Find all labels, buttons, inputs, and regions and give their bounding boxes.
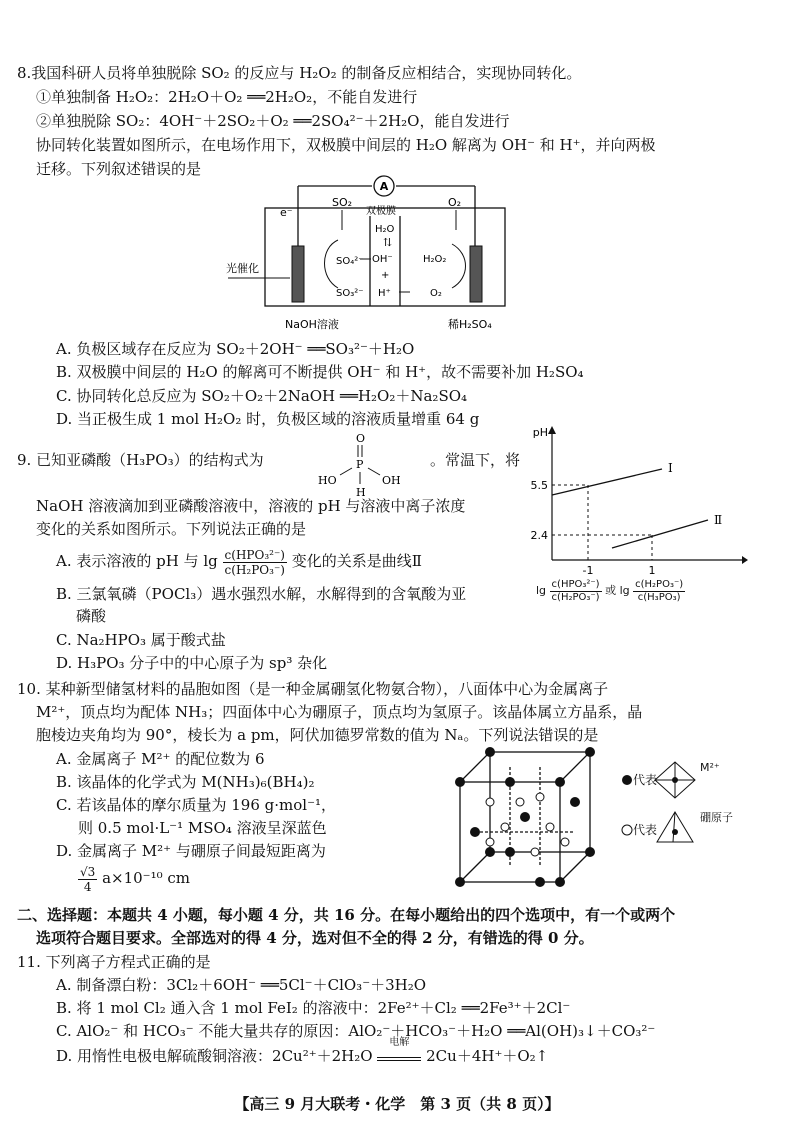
naoh-label: NaOH溶液 xyxy=(285,318,339,331)
legend-b-label: 硼原子 xyxy=(700,811,733,824)
q9-stem-line3: 变化的关系如图所示。下列说法正确的是 xyxy=(36,520,307,538)
curve-1-label: Ⅰ xyxy=(668,461,673,475)
xlabel-frac-2 xyxy=(633,579,685,604)
xlabel-den-2: c(H₃PO₃) xyxy=(637,591,681,603)
q8-option-a: A. 负极区域存在反应为 SO₂＋2OH⁻ ══SO₃²⁻＋H₂O xyxy=(56,340,415,358)
q9-option-c: C. Na₂HPO₃ 属于酸式盐 xyxy=(56,631,226,649)
h-label: H⁺ xyxy=(378,288,391,299)
q10-stem-line3: 胞棱边夹角均为 90°，棱长为 a pm，阿伏加德罗常数的值为 Nₐ。下列说法错误的是 xyxy=(36,726,599,744)
q8-item2: ②单独脱除 SO₂：4OH⁻＋2SO₂＋O₂ ══2SO₄²⁻＋2H₂O，能自发进行 xyxy=(36,112,510,130)
q10-option-d-line2 xyxy=(78,862,190,894)
page-footer: 【高三 9 月大联考・化学 第 3 页（共 8 页）】 xyxy=(234,1095,560,1113)
q11-option-c: C. AlO₂⁻ 和 HCO₃⁻ 不能大量共存的原因：AlO₂⁻＋HCO₃⁻＋H₂O ══Al(OH)₃↓＋CO₃²⁻ xyxy=(56,1022,656,1040)
struct-ho: HO xyxy=(318,474,337,487)
xlabel-or: 或 lg xyxy=(605,584,630,597)
curve-1 xyxy=(552,469,662,495)
q9-stem-line2: NaOH 溶液滴加到亚磷酸溶液中，溶液的 pH 与溶液中离子浓度 xyxy=(36,497,466,515)
q9-option-b-line1: B. 三氯氧磷（POCl₃）遇水强烈水解，水解得到的含氧酸为亚 xyxy=(56,585,467,603)
q11-option-d xyxy=(56,1037,549,1070)
q11-option-d-condition xyxy=(377,1037,421,1061)
q9-stem-line1a: 9. 已知亚磷酸（H₃PO₃）的结构式为 xyxy=(17,451,264,469)
filled-circle-icon xyxy=(622,775,632,785)
right-electrode xyxy=(470,246,482,302)
q10-option-d-numerator: √3 xyxy=(80,864,96,879)
xlabel-den-1: c(H₂PO₃⁻) xyxy=(551,591,600,603)
right-cycle-arrow xyxy=(452,244,466,288)
struct-o: O xyxy=(356,432,366,445)
struct-p: P xyxy=(356,458,364,471)
o2-label: O₂ xyxy=(430,288,442,299)
h2so4-label: 稀H₂SO₄ xyxy=(448,318,492,331)
y-tick-2-4: 2.4 xyxy=(530,529,548,542)
membrane-label: 双极膜 xyxy=(366,206,396,217)
h2o2-label: H₂O₂ xyxy=(423,254,447,265)
q8-item1: ①单独制备 H₂O₂：2H₂O＋O₂ ══2H₂O₂，不能自发进行 xyxy=(36,88,418,106)
y-tick-5-5: 5.5 xyxy=(530,479,548,492)
xlabel-num-2: c(H₂PO₃⁻) xyxy=(635,578,684,590)
q11-option-a: A. 制备漂白粉：3Cl₂＋6OH⁻ ══5Cl⁻＋ClO₃⁻＋3H₂O xyxy=(56,976,427,994)
q11-option-d-prefix: D. 用惰性电极电解硫酸铜溶液：2Cu²⁺＋2H₂O xyxy=(56,1047,373,1065)
curve-2-label: Ⅱ xyxy=(714,513,723,527)
electrolysis-diagram xyxy=(220,168,550,338)
q8-option-c: C. 协同转化总反应为 SO₂＋O₂＋2NaOH ══H₂O₂＋Na₂SO₄ xyxy=(56,387,468,405)
q10-option-d-fraction xyxy=(78,865,97,894)
left-electrode xyxy=(292,246,304,302)
q8-stem-line1: 8.我国科研人员将单独脱除 SO₂ 的反应与 H₂O₂ 的制备反应相结合，实现协同转化。 xyxy=(17,64,582,82)
q11-stem: 11. 下列离子方程式正确的是 xyxy=(17,953,211,971)
q9-option-b-line2: 磷酸 xyxy=(76,607,107,625)
h2o-label: H₂O xyxy=(375,224,395,235)
x-tick-1: 1 xyxy=(648,564,656,577)
struct-h: H xyxy=(356,486,366,498)
q11-option-b: B. 将 1 mol Cl₂ 通入含 1 mol FeI₂ 的溶液中：2Fe²⁺＋Cl₂ ══2Fe³⁺＋2Cl⁻ xyxy=(56,999,571,1017)
phosphorous-acid-structure xyxy=(310,430,430,498)
xlabel-num-1: c(HPO₃²⁻) xyxy=(551,578,600,590)
q8-option-d: D. 当正极生成 1 mol H₂O₂ 时，负极区域的溶液质量增重 64 g xyxy=(56,410,480,428)
section2-line2: 选项符合题目要求。全部选对的得 4 分，选对但不全的得 2 分，有错选的得 0 分。 xyxy=(36,929,594,947)
q11-option-d-suffix: 2Cu＋4H⁺＋O₂↑ xyxy=(426,1047,549,1065)
q9-option-a-prefix: A. 表示溶液的 pH 与 lg xyxy=(56,552,218,570)
o2-top-label: O₂ xyxy=(448,196,462,209)
catalysis-label: 光催化 xyxy=(226,262,259,275)
q10-option-c-line2: 则 0.5 mol·L⁻¹ MSO₄ 溶液呈深蓝色 xyxy=(78,819,327,837)
legend-m-label: M²⁺ xyxy=(700,761,720,774)
legend-rep2: 代表 xyxy=(633,823,658,837)
crystal-cell-diagram xyxy=(450,742,600,892)
q10-option-c-line1: C. 若该晶体的摩尔质量为 196 g·mol⁻¹， xyxy=(56,796,336,814)
q9-option-a-fraction xyxy=(223,548,287,577)
ammeter-label: A xyxy=(379,180,389,193)
q10-option-d-suffix: a×10⁻¹⁰ cm xyxy=(102,869,190,887)
ph-chart-xlabel xyxy=(536,576,685,606)
xlabel-lg: lg xyxy=(536,584,547,597)
q10-stem-line1: 10. 某种新型储氢材料的晶胞如图（是一种金属硼氢化物氨合物），八面体中心为金属离子 xyxy=(17,680,609,698)
q10-option-d-line1: D. 金属离子 M²⁺ 与硼原子间最短距离为 xyxy=(56,842,326,860)
so4-label: SO₄²⁻ xyxy=(336,256,364,267)
curve-2 xyxy=(612,520,708,548)
q8-stem-line3: 迁移。下列叙述错误的是 xyxy=(36,160,202,178)
q11-option-d-condition-label: 电解 xyxy=(389,1037,410,1048)
oh-label: OH⁻ xyxy=(372,254,393,265)
q9-stem-line1b: 。常温下，将 xyxy=(430,451,521,469)
q8-option-b: B. 双极膜中间层的 H₂O 的解离可不断提供 OH⁻ 和 H⁺，故不需要补加 H₂SO₄ xyxy=(56,363,584,381)
electron-label: e⁻ xyxy=(280,206,293,219)
section2-line1: 二、选择题：本题共 4 小题，每小题 4 分，共 16 分。在每小题给出的四个选项中，有一个或两个 xyxy=(17,906,676,924)
so2-label: SO₂ xyxy=(332,196,353,209)
q9-option-a xyxy=(56,546,422,576)
q10-option-d-denominator: 4 xyxy=(83,879,92,894)
so3-label: SO₃²⁻ xyxy=(336,288,364,299)
q10-option-a: A. 金属离子 M²⁺ 的配位数为 6 xyxy=(56,750,265,768)
legend-rep1: 代表 xyxy=(633,773,658,787)
q9-option-a-denominator: c(H₂PO₃⁻) xyxy=(224,562,285,577)
q9-option-a-numerator: c(HPO₃²⁻) xyxy=(224,547,285,562)
hollow-circle-icon xyxy=(622,825,632,835)
y-axis-label: pH xyxy=(532,426,548,439)
q10-stem-line2: M²⁺，顶点均为配体 NH₃；四面体中心为硼原子，顶点均为氢原子。该晶体属立方晶系，晶 xyxy=(36,703,643,721)
boron-atoms xyxy=(486,793,569,856)
x-tick-neg1: -1 xyxy=(582,564,594,577)
q9-option-a-suffix: 变化的关系是曲线Ⅱ xyxy=(291,552,422,570)
xlabel-frac-1 xyxy=(550,579,602,604)
struct-oh: OH xyxy=(382,474,401,487)
plus-label: + xyxy=(381,270,390,281)
q10-option-b: B. 该晶体的化学式为 M(NH₃)₆(BH₄)₂ xyxy=(56,773,315,791)
q8-stem-line2: 协同转化装置如图所示，在电场作用下，双极膜中间层的 H₂O 解离为 OH⁻ 和 H⁺，并向两极 xyxy=(36,136,656,154)
q9-option-d: D. H₃PO₃ 分子中的中心原子为 sp³ 杂化 xyxy=(56,654,328,672)
equilibrium-arrow: ⇅ xyxy=(383,236,393,249)
